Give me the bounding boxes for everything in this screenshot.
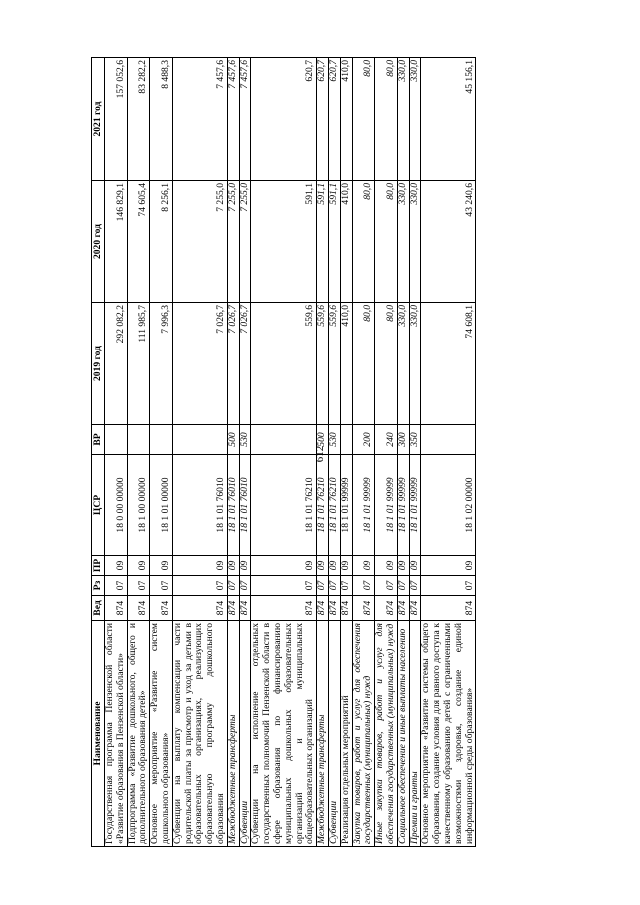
row-csr: 18 1 01 76010 bbox=[172, 455, 227, 556]
row-2019: 559,6 bbox=[317, 303, 329, 425]
row-2020: 7 255,0 bbox=[172, 181, 227, 303]
row-name: Подпрограмма «Развитие дошкольного, общего и дополнительного образования детей» bbox=[127, 621, 150, 847]
table-row bbox=[239, 58, 251, 847]
row-2020: 591,1 bbox=[251, 181, 317, 303]
row-name: Основное мероприятие «Развитие системы общего образования, создание условия для равного доступа к качественному образованию детей с ограниченными возможностями здоровья, создание единой информационной среды образования» bbox=[421, 621, 476, 847]
row-2020: 410,0 bbox=[340, 181, 352, 303]
row-ved: 874 bbox=[340, 596, 352, 621]
row-2020: 330,0 bbox=[397, 181, 409, 303]
row-2019: 559,6 bbox=[328, 303, 340, 425]
row-2021: 410,0 bbox=[340, 58, 352, 181]
row-pr: 09 bbox=[340, 556, 352, 576]
table-row bbox=[328, 58, 340, 847]
row-rz: 07 bbox=[375, 576, 398, 596]
row-csr: 18 1 01 00000 bbox=[150, 455, 173, 556]
row-vr bbox=[340, 425, 352, 455]
row-2021: 7 457,6 bbox=[239, 58, 251, 181]
row-name: Реализация отдельных мероприятий bbox=[340, 621, 352, 847]
row-csr: 18 1 01 99999 bbox=[409, 455, 421, 556]
header-2019: 2019 год bbox=[92, 303, 105, 425]
row-csr: 18 1 00 00000 bbox=[127, 455, 150, 556]
row-2020: 591,1 bbox=[317, 181, 329, 303]
row-ved: 874 bbox=[239, 596, 251, 621]
row-ved: 874 bbox=[409, 596, 421, 621]
row-pr: 09 bbox=[397, 556, 409, 576]
row-2021: 330,0 bbox=[409, 58, 421, 181]
row-2019: 80,0 bbox=[375, 303, 398, 425]
row-csr: 18 1 01 99999 bbox=[375, 455, 398, 556]
header-rz: Рз bbox=[92, 576, 105, 596]
row-ved: 874 bbox=[352, 596, 375, 621]
row-name: Закупка товаров, работ и услуг для обеспечения государственных (муниципальных) нужд bbox=[352, 621, 375, 847]
row-pr: 09 bbox=[105, 556, 128, 576]
page-number: 612 bbox=[314, 445, 326, 463]
row-csr: 18 1 02 00000 bbox=[421, 455, 476, 556]
row-csr: 18 1 01 76210 bbox=[251, 455, 317, 556]
row-vr: 530 bbox=[239, 425, 251, 455]
row-2019: 559,6 bbox=[251, 303, 317, 425]
row-ved: 874 bbox=[317, 596, 329, 621]
row-rz: 07 bbox=[105, 576, 128, 596]
row-name: Государственная программа Пензенской области «Развитие образования в Пензенской области» bbox=[105, 621, 128, 847]
row-vr: 300 bbox=[397, 425, 409, 455]
row-2021: 7 457,6 bbox=[172, 58, 227, 181]
row-vr: 350 bbox=[409, 425, 421, 455]
row-rz: 07 bbox=[127, 576, 150, 596]
row-2019: 7 996,3 bbox=[150, 303, 173, 425]
row-2020: 8 256,1 bbox=[150, 181, 173, 303]
row-2019: 330,0 bbox=[409, 303, 421, 425]
row-2021: 620,7 bbox=[328, 58, 340, 181]
row-ved: 874 bbox=[150, 596, 173, 621]
row-vr bbox=[421, 425, 476, 455]
table-header-row bbox=[92, 58, 105, 847]
row-name: Субвенции на исполнение отдельных государственных полномочий Пензенской области в сфере образования по финансированию муниципальных дошкольных образовательных организаций и муниципальных общеобразовательных организаций bbox=[251, 621, 317, 847]
header-ved: Вед bbox=[92, 596, 105, 621]
row-rz: 07 bbox=[317, 576, 329, 596]
row-2020: 80,0 bbox=[375, 181, 398, 303]
row-2020: 7 255,0 bbox=[227, 181, 239, 303]
row-name: Субвенции на выплату компенсации части родительской платы за присмотр и уход за детьми в образовательных организациях, реализующих образовательную программу дошкольного образования bbox=[172, 621, 227, 847]
table-row bbox=[172, 58, 227, 847]
row-pr: 09 bbox=[328, 556, 340, 576]
table-row bbox=[105, 58, 128, 847]
row-ved: 874 bbox=[227, 596, 239, 621]
row-name: Премии и гранты bbox=[409, 621, 421, 847]
row-2021: 620,7 bbox=[251, 58, 317, 181]
row-csr: 18 0 00 00000 bbox=[105, 455, 128, 556]
row-csr: 18 1 01 99999 bbox=[352, 455, 375, 556]
row-vr: 500 bbox=[227, 425, 239, 455]
row-pr: 09 bbox=[150, 556, 173, 576]
row-vr: 530 bbox=[328, 425, 340, 455]
row-vr bbox=[127, 425, 150, 455]
header-csr: ЦСР bbox=[92, 455, 105, 556]
row-2021: 7 457,6 bbox=[227, 58, 239, 181]
row-rz: 07 bbox=[397, 576, 409, 596]
table-row bbox=[251, 58, 317, 847]
row-2020: 74 605,4 bbox=[127, 181, 150, 303]
row-csr: 18 1 01 76010 bbox=[227, 455, 239, 556]
table-body bbox=[105, 58, 476, 847]
table-row bbox=[352, 58, 375, 847]
row-csr: 18 1 01 76210 bbox=[328, 455, 340, 556]
row-csr: 18 1 01 99999 bbox=[340, 455, 352, 556]
row-pr: 09 bbox=[409, 556, 421, 576]
row-2019: 330,0 bbox=[397, 303, 409, 425]
table-row bbox=[227, 58, 239, 847]
row-2021: 8 488,3 bbox=[150, 58, 173, 181]
row-rz: 07 bbox=[352, 576, 375, 596]
row-ved: 874 bbox=[397, 596, 409, 621]
row-name: Субвенции bbox=[239, 621, 251, 847]
header-vr: ВР bbox=[92, 425, 105, 455]
row-rz: 07 bbox=[227, 576, 239, 596]
row-rz: 07 bbox=[328, 576, 340, 596]
row-vr: 500 bbox=[317, 425, 329, 455]
row-2021: 330,0 bbox=[397, 58, 409, 181]
row-pr: 09 bbox=[127, 556, 150, 576]
row-2020: 7 255,0 bbox=[239, 181, 251, 303]
row-2021: 83 282,2 bbox=[127, 58, 150, 181]
row-2019: 7 026,7 bbox=[239, 303, 251, 425]
table-row bbox=[317, 58, 329, 847]
row-2019: 7 026,7 bbox=[172, 303, 227, 425]
row-2019: 80,0 bbox=[352, 303, 375, 425]
row-ved: 874 bbox=[172, 596, 227, 621]
row-ved: 874 bbox=[328, 596, 340, 621]
table-row bbox=[340, 58, 352, 847]
row-rz: 07 bbox=[150, 576, 173, 596]
row-pr: 09 bbox=[352, 556, 375, 576]
row-2021: 80,0 bbox=[352, 58, 375, 181]
row-rz: 07 bbox=[239, 576, 251, 596]
table-row bbox=[127, 58, 150, 847]
row-2021: 45 156,1 bbox=[421, 58, 476, 181]
rotated-page-content bbox=[91, 58, 543, 847]
row-pr: 09 bbox=[227, 556, 239, 576]
row-2019: 74 608,1 bbox=[421, 303, 476, 425]
row-pr: 09 bbox=[172, 556, 227, 576]
row-2019: 292 082,2 bbox=[105, 303, 128, 425]
row-pr: 09 bbox=[239, 556, 251, 576]
row-name: Социальное обеспечение и иные выплаты населению bbox=[397, 621, 409, 847]
header-2020: 2020 год bbox=[92, 181, 105, 303]
row-vr bbox=[251, 425, 317, 455]
row-2020: 146 829,1 bbox=[105, 181, 128, 303]
row-vr bbox=[150, 425, 173, 455]
budget-table bbox=[91, 57, 476, 847]
row-vr bbox=[105, 425, 128, 455]
row-2021: 620,7 bbox=[317, 58, 329, 181]
row-ved: 874 bbox=[105, 596, 128, 621]
row-csr: 18 1 01 99999 bbox=[397, 455, 409, 556]
row-2019: 410,0 bbox=[340, 303, 352, 425]
row-rz: 07 bbox=[409, 576, 421, 596]
row-ved: 874 bbox=[375, 596, 398, 621]
row-csr: 18 1 01 76010 bbox=[239, 455, 251, 556]
row-pr: 09 bbox=[421, 556, 476, 576]
row-ved: 874 bbox=[251, 596, 317, 621]
header-pr: ПР bbox=[92, 556, 105, 576]
row-2021: 80,0 bbox=[375, 58, 398, 181]
row-rz: 07 bbox=[340, 576, 352, 596]
row-vr: 240 bbox=[375, 425, 398, 455]
table-row bbox=[421, 58, 476, 847]
row-csr: 18 1 01 76210 bbox=[317, 455, 329, 556]
row-rz: 07 bbox=[421, 576, 476, 596]
row-rz: 07 bbox=[251, 576, 317, 596]
row-2020: 80,0 bbox=[352, 181, 375, 303]
header-name: Наименование bbox=[92, 621, 105, 847]
row-ved: 874 bbox=[127, 596, 150, 621]
row-name: Основное мероприятие «Развитие систем дошкольного образования» bbox=[150, 621, 173, 847]
row-name: Субвенции bbox=[328, 621, 340, 847]
row-2020: 330,0 bbox=[409, 181, 421, 303]
row-vr: 200 bbox=[352, 425, 375, 455]
row-name: Межбюджетные трансферты bbox=[317, 621, 329, 847]
row-name: Межбюджетные трансферты bbox=[227, 621, 239, 847]
row-2021: 157 052,6 bbox=[105, 58, 128, 181]
row-2019: 111 985,7 bbox=[127, 303, 150, 425]
row-ved: 874 bbox=[421, 596, 476, 621]
table-row bbox=[397, 58, 409, 847]
row-2019: 7 026,7 bbox=[227, 303, 239, 425]
row-pr: 09 bbox=[375, 556, 398, 576]
header-2021: 2021 год bbox=[92, 58, 105, 181]
table-row bbox=[375, 58, 398, 847]
row-2020: 591,1 bbox=[328, 181, 340, 303]
row-name: Иные закупки товаров, работ и услуг для обеспечения государственных (муниципальных) нужд bbox=[375, 621, 398, 847]
row-pr: 09 bbox=[251, 556, 317, 576]
row-rz: 07 bbox=[172, 576, 227, 596]
row-pr: 09 bbox=[317, 556, 329, 576]
table-row bbox=[150, 58, 173, 847]
row-2020: 43 240,6 bbox=[421, 181, 476, 303]
row-vr bbox=[172, 425, 227, 455]
table-row bbox=[409, 58, 421, 847]
